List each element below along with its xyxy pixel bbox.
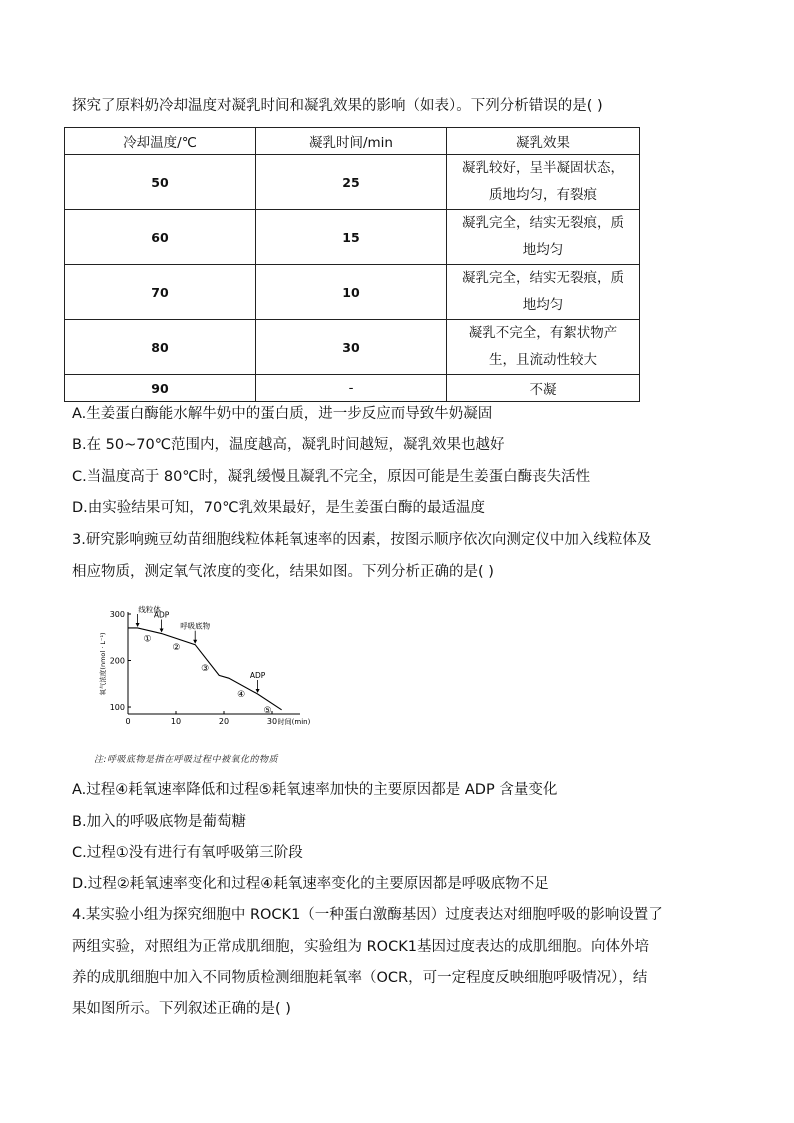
x-tick-label: 10 xyxy=(170,717,182,726)
q3-option-b: B.加入的呼吸底物是葡萄糖 xyxy=(72,814,247,830)
x-tick-label: 30 xyxy=(266,717,278,726)
table-row xyxy=(65,375,640,402)
q3-option-d: D.过程②耗氧速率变化和过程④耗氧速率变化的主要原因都是呼吸底物不足 xyxy=(72,876,549,892)
q4-stem-line: 4.某实验小组为探究细胞中 ROCK1（一种蛋白激酶基因）过度表达对细胞呼吸的影响设置了 xyxy=(72,907,663,923)
annotation-label: ADP xyxy=(249,671,266,680)
annotation-label: 线粒体 xyxy=(138,604,161,614)
q2-option-d: D.由实验结果可知，70℃乳效果最好，是生姜蛋白酶的最适温度 xyxy=(72,500,486,516)
table-cell xyxy=(447,155,640,210)
effect-line: 凝乳较好，呈半凝固状态， xyxy=(462,160,624,176)
table-header: 凝乳时间/min xyxy=(256,128,447,155)
segment-label: ② xyxy=(172,643,181,654)
annotation-arrowhead xyxy=(256,689,260,693)
x-axis-label: 时间(min) xyxy=(277,718,311,726)
intro-text: 探究了原料奶冷却温度对凝乳时间和凝乳效果的影响（如表）。下列分析错误的是( ) xyxy=(72,98,603,114)
table-row xyxy=(65,320,640,375)
annotation-arrowhead xyxy=(160,629,164,633)
table-cell: 80 xyxy=(65,320,256,375)
table-header: 冷却温度/℃ xyxy=(65,128,256,155)
table-cell: 15 xyxy=(256,210,447,265)
table-cell xyxy=(447,320,640,375)
table-cell: 30 xyxy=(256,320,447,375)
oxygen-chart-svg xyxy=(94,598,314,726)
effect-line: 地均匀 xyxy=(522,297,564,313)
y-tick-label: 300 xyxy=(109,610,125,619)
q3-option-c: C.过程①没有进行有氧呼吸第三阶段 xyxy=(72,845,303,861)
table-header-row xyxy=(65,128,640,155)
table-cell: 90 xyxy=(65,375,256,402)
annotation-label: 呼吸底物 xyxy=(180,621,211,631)
curdling-table xyxy=(64,127,640,402)
q4-stem-line: 养的成肌细胞中加入不同物质检测细胞耗氧率（OCR，可一定程度反映细胞呼吸情况），结 xyxy=(72,970,648,986)
annotation-label: ADP xyxy=(153,610,170,620)
q3-stem-line: 3.研究影响豌豆幼苗细胞线粒体耗氧速率的因素，按图示顺序依次向测定仪中加入线粒体及 xyxy=(72,532,652,548)
segment-label: ⑤ xyxy=(263,705,272,716)
q4-stem-line: 两组实验，对照组为正常成肌细胞，实验组为 ROCK1基因过度表达的成肌细胞。向体外培 xyxy=(72,939,649,955)
table-row xyxy=(65,155,640,210)
oxygen-chart xyxy=(94,598,314,730)
effect-line: 凝乳完全，结实无裂痕，质 xyxy=(462,215,624,231)
table-cell: 25 xyxy=(256,155,447,210)
segment-label: ④ xyxy=(237,690,246,701)
q2-option-b: B.在 50~70℃范围内，温度越高，凝乳时间越短，凝乳效果也越好 xyxy=(72,437,505,453)
table-row xyxy=(65,265,640,320)
table-cell xyxy=(447,265,640,320)
table-row xyxy=(65,210,640,265)
effect-line: 生，且流动性较大 xyxy=(489,352,597,368)
x-tick-label: 0 xyxy=(125,717,131,726)
table-cell: - xyxy=(256,375,447,402)
segment-label: ③ xyxy=(201,664,210,675)
table-cell xyxy=(447,210,640,265)
annotation-arrowhead xyxy=(136,623,140,627)
annotation-arrowhead xyxy=(193,640,197,644)
y-tick-label: 200 xyxy=(109,656,125,666)
table-cell: 70 xyxy=(65,265,256,320)
q4-stem-line: 果如图所示。下列叙述正确的是( ) xyxy=(72,1001,291,1017)
table-cell: 不凝 xyxy=(447,375,640,402)
q2-option-a: A.生姜蛋白酶能水解牛奶中的蛋白质，进一步反应而导致牛奶凝固 xyxy=(72,406,493,422)
chart-note: 注:呼吸底物是指在呼吸过程中被氧化的物质 xyxy=(94,755,279,765)
q3-option-a: A.过程④耗氧速率降低和过程⑤耗氧速率加快的主要原因都是 ADP 含量变化 xyxy=(72,782,558,798)
table-cell: 10 xyxy=(256,265,447,320)
table-cell: 60 xyxy=(65,210,256,265)
x-tick-label: 20 xyxy=(218,717,230,726)
q3-stem-line: 相应物质，测定氧气浓度的变化，结果如图。下列分析正确的是( ) xyxy=(72,564,494,580)
table-header: 凝乳效果 xyxy=(447,128,640,155)
effect-line: 凝乳不完全，有絮状物产 xyxy=(468,325,618,341)
effect-line: 凝乳完全，结实无裂痕，质 xyxy=(462,270,624,286)
effect-line: 地均匀 xyxy=(522,242,564,258)
q2-option-c: C.当温度高于 80℃时，凝乳缓慢且凝乳不完全，原因可能是生姜蛋白酶丧失活性 xyxy=(72,469,591,485)
effect-line: 质地均匀，有裂痕 xyxy=(489,187,597,203)
y-axis-label: 氧气浓度(nmol · L⁻¹) xyxy=(99,632,107,696)
segment-label: ① xyxy=(143,634,152,645)
y-tick-label: 100 xyxy=(109,703,125,713)
table-cell: 50 xyxy=(65,155,256,210)
